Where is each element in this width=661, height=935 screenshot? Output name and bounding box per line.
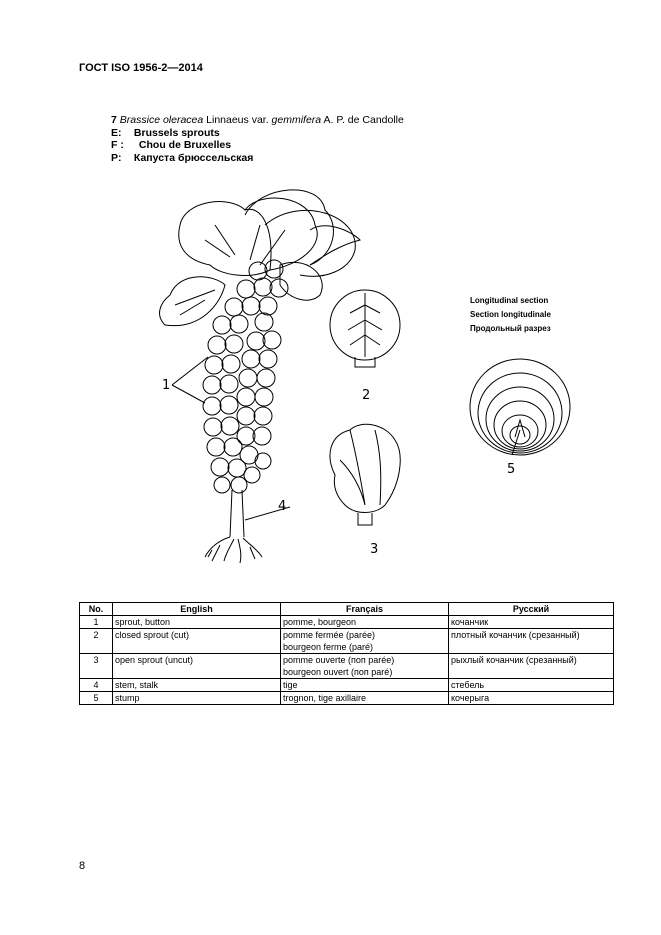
- brussels-sprouts-illustration: [150, 185, 590, 570]
- page-header: ГОСТ ISO 1956-2—2014: [79, 62, 203, 74]
- cell-russian: кочанчик: [449, 616, 614, 629]
- cell-no: 4: [80, 679, 113, 692]
- cell-no: 5: [80, 692, 113, 705]
- section-caption: [470, 294, 551, 336]
- longitudinal-section-drawing: [470, 359, 570, 455]
- species-block: [111, 114, 404, 164]
- latin-genus: Brassice oleracea: [119, 114, 204, 126]
- col-header-russian: Русский: [449, 603, 614, 616]
- french-term: bourgeon ferme (paré): [283, 642, 374, 652]
- latin-variety: gemmifera: [271, 114, 322, 126]
- cell-russian: стебель: [449, 679, 614, 692]
- cell-russian: рыхлый кочанчик (срезанный): [449, 654, 614, 679]
- french-term: trognon, tige axillaire: [283, 693, 367, 703]
- col-header-no: No.: [80, 603, 113, 616]
- french-term: tige: [283, 680, 298, 690]
- species-latin-name: [111, 114, 404, 127]
- common-name: Капуста брюссельская: [133, 151, 254, 164]
- open-sprout-drawing: [330, 424, 400, 525]
- common-name: Brussels sprouts: [133, 126, 220, 139]
- sprout-column-drawing: [203, 260, 288, 493]
- cell-english: open sprout (uncut): [113, 654, 281, 679]
- callout-3: 3: [370, 542, 379, 557]
- cell-no: 3: [80, 654, 113, 679]
- callout-2: 2: [362, 388, 371, 403]
- terms-table: [79, 602, 614, 705]
- lang-label: P:: [111, 151, 122, 164]
- table-row: [80, 679, 614, 692]
- species-number: 7: [111, 114, 117, 126]
- col-header-french: Français: [281, 603, 449, 616]
- common-name-french: [111, 139, 404, 152]
- cell-french: [281, 692, 449, 705]
- french-term: pomme, bourgeon: [283, 617, 357, 627]
- common-name-russian: [111, 152, 404, 165]
- common-name: Chou de Bruxelles: [138, 139, 232, 151]
- stem-and-roots-drawing: [205, 490, 262, 563]
- cell-no: 2: [80, 629, 113, 654]
- table-row: [80, 629, 614, 654]
- lang-label: F :: [111, 139, 124, 151]
- cell-english: stump: [113, 692, 281, 705]
- cell-english: sprout, button: [113, 616, 281, 629]
- latin-author: A. P. de Candolle: [321, 114, 404, 126]
- common-name-english: [111, 127, 404, 140]
- cell-french: [281, 629, 449, 654]
- cell-french: [281, 654, 449, 679]
- caption-french: Section longitudinale: [470, 310, 551, 319]
- col-header-english: English: [113, 603, 281, 616]
- cell-french: [281, 679, 449, 692]
- table-row: [80, 692, 614, 705]
- caption-russian: Продольный разрез: [470, 324, 551, 333]
- callout-1: 1: [162, 378, 171, 393]
- callout-4: 4: [278, 499, 287, 514]
- french-term: bourgeon ouvert (поп paré): [283, 667, 393, 677]
- closed-sprout-drawing: [330, 290, 400, 367]
- french-term: pomme fermée (parée): [283, 630, 376, 640]
- lang-label: E:: [111, 126, 122, 139]
- caption-english: Longitudinal section: [470, 296, 549, 305]
- table-row: [80, 654, 614, 679]
- cell-russian: кочерыга: [449, 692, 614, 705]
- cell-english: closed sprout (cut): [113, 629, 281, 654]
- table-row: [80, 616, 614, 629]
- french-term: pomme ouverte (поп parée): [283, 655, 395, 665]
- callout-5: 5: [507, 462, 516, 477]
- latin-author: Linnaeus var.: [203, 114, 272, 126]
- page-number: 8: [79, 860, 86, 872]
- cell-no: 1: [80, 616, 113, 629]
- cell-french: [281, 616, 449, 629]
- cell-russian: плотный кочанчик (срезанный): [449, 629, 614, 654]
- cell-english: stem, stalk: [113, 679, 281, 692]
- table-header-row: [80, 603, 614, 616]
